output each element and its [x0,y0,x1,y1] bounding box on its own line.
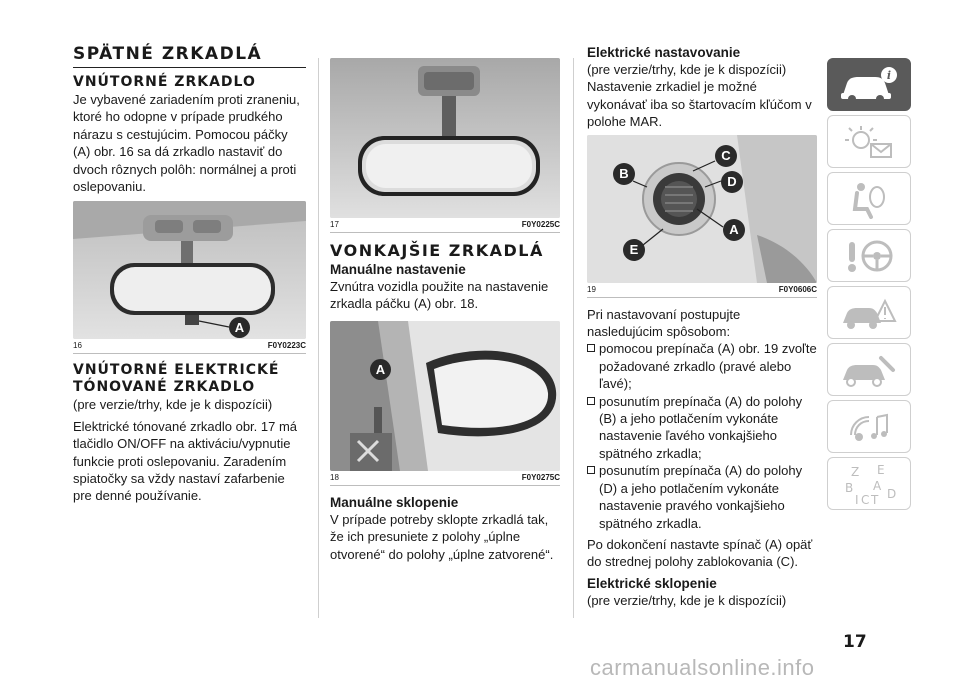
callout-a: A [723,219,745,241]
list-item [587,393,817,463]
airbag-passenger-icon [837,179,901,219]
checkbox-bullet-icon [587,466,595,474]
page-number: 17 [843,632,867,652]
subheading-manual-fold: Manuálne sklopenie [330,494,459,510]
figure-18-caption [330,473,560,486]
chapter-tabs [827,58,911,514]
tab-index[interactable] [827,457,911,510]
section-heading-interior-mirror: VNÚTORNÉ ZRKADLO [73,74,256,90]
list-item [587,462,817,532]
figure-18 [330,321,560,471]
figure-17-caption [330,220,560,233]
interior-mirror-illustration [73,201,306,339]
car-warning-icon [837,293,901,333]
section-heading-electrochromic-mirror: VNÚTORNÉ ELEKTRICKÉ TÓNOVANÉ ZRKADLO [73,362,280,396]
electrochromic-mirror-illustration [330,58,560,218]
callout-a: A [229,317,250,338]
figure-code: F0Y0223C [267,341,306,351]
procedure-outro: Po dokončení nastavte spínač (A) opäť do strednej polohy zablokovania (C). [587,536,813,570]
figure-16 [73,201,306,339]
column-right [587,44,817,609]
tab-maintenance[interactable] [827,343,911,396]
figure-code: F0Y0275C [521,472,560,482]
availability-note: (pre verzie/trhy, kde je k dispozícii) [73,397,273,413]
index-letter: Z [851,464,860,479]
list-item-text: pomocou prepínača (A) obr. 19 zvoľte požadované zrkadlo (pravé alebo ľavé); [599,341,817,392]
figure-19-caption [587,285,817,298]
subheading-manual-adjust: Manuálne nastavenie [330,262,466,277]
availability-note: (pre verzie/trhy, kde je k dispozícii) [587,62,787,77]
svg-text:i: i [886,68,892,82]
column-middle [330,44,560,563]
procedure-intro: Pri nastavovaní postupujte nasledujúcim spôsobom: [587,306,741,340]
callout-b: B [613,163,635,185]
figure-17 [330,58,560,218]
index-letter: D [887,486,897,501]
figure-number: 17 [330,220,339,229]
subheading-electric-adjust: Elektrické nastavovanie [587,45,741,60]
manual-adjust-text: Zvnútra vozidla použite na nastavenie zrkadla páčku (A) obr. 18. [330,279,549,312]
title-rule [73,67,306,68]
figure-19 [587,135,817,283]
tab-warning-lights[interactable] [827,115,911,168]
figure-number: 16 [73,341,82,351]
index-letter: A [873,478,882,493]
exterior-mirror-illustration [330,321,560,471]
column-divider [573,58,574,618]
tab-multimedia[interactable] [827,400,911,453]
section-heading-exterior-mirrors: VONKAJŠIE ZRKADLÁ [330,241,544,260]
index-letter: E [877,462,885,477]
manual-fold-text: V prípade potreby sklopte zrkadlá tak, že ich presuniete z polohy „úplne otvorené“ do polohy „úplne zatvorené“. [330,511,554,562]
list-item [587,340,817,392]
tab-dashboard[interactable] [827,58,911,111]
callout-e: E [623,239,645,261]
electrochromic-text: Elektrické tónované zrkadlo obr. 17 má tlačidlo ON/OFF na aktiváciu/vypnutie funkcie proti oslepovaniu. Zaradením spiatočky sa vždy nastaví zafarbenie pre denné používanie. [73,418,298,504]
availability-note: (pre verzie/trhy, kde je k dispozícii) [587,592,787,608]
tab-emergency[interactable] [827,286,911,339]
interior-mirror-text: Je vybavené zariadením proti zraneniu, ktoré ho odopne v prípade prudkého nárazu s cestujúcim. Pomocou páčky (A) obr. 16 sa dá zrkadlo nastaviť do dvoch rôznych polôh: normálnej a proti oslepovaniu. [73,92,300,195]
callout-d: D [721,171,743,193]
list-item-text: posunutím prepínača (A) do polohy (B) a jeho potlačením vykonáte nastavenie ľavého vonkajšieho spätného zrkadla; [599,393,803,461]
checkbox-bullet-icon [587,397,595,405]
figure-number: 19 [587,284,596,294]
electric-adjust-text: Nastavenie zrkadiel je možné vykonávať iba so štartovacím kľúčom v polohe MAR. [587,79,812,130]
checkbox-bullet-icon [587,344,595,352]
subheading-electric-fold: Elektrické sklopenie [587,575,717,591]
index-letter: C [861,492,870,506]
multimedia-icon [837,407,901,447]
mirror-control-knob-illustration [587,135,817,283]
figure-number: 18 [330,472,339,482]
car-service-icon [837,350,901,390]
column-left [73,44,306,505]
callout-a: A [370,359,391,380]
callout-c: C [715,145,737,167]
index-letter: B [845,480,854,495]
alphabetical-index-icon [837,462,901,506]
steering-wheel-key-icon [837,236,901,276]
chapter-title: SPÄTNÉ ZRKADLÁ [73,44,263,64]
figure-code: F0Y0606C [778,284,817,294]
car-info-icon [837,65,901,105]
list-item-text: posunutím prepínača (A) do polohy (D) a jeho potlačením vykonáte nastavenie pravého vonkajšieho spätného zrkadla. [599,463,803,531]
column-divider [318,58,319,618]
watermark: carmanualsonline.info [590,655,815,680]
figure-code: F0Y0225C [521,220,560,229]
figure-16-caption [73,341,306,354]
tab-safety[interactable] [827,172,911,225]
warning-lights-icon [837,122,901,162]
tab-starting-driving[interactable] [827,229,911,282]
index-letter: I [855,492,859,506]
index-letter: T [871,492,879,506]
